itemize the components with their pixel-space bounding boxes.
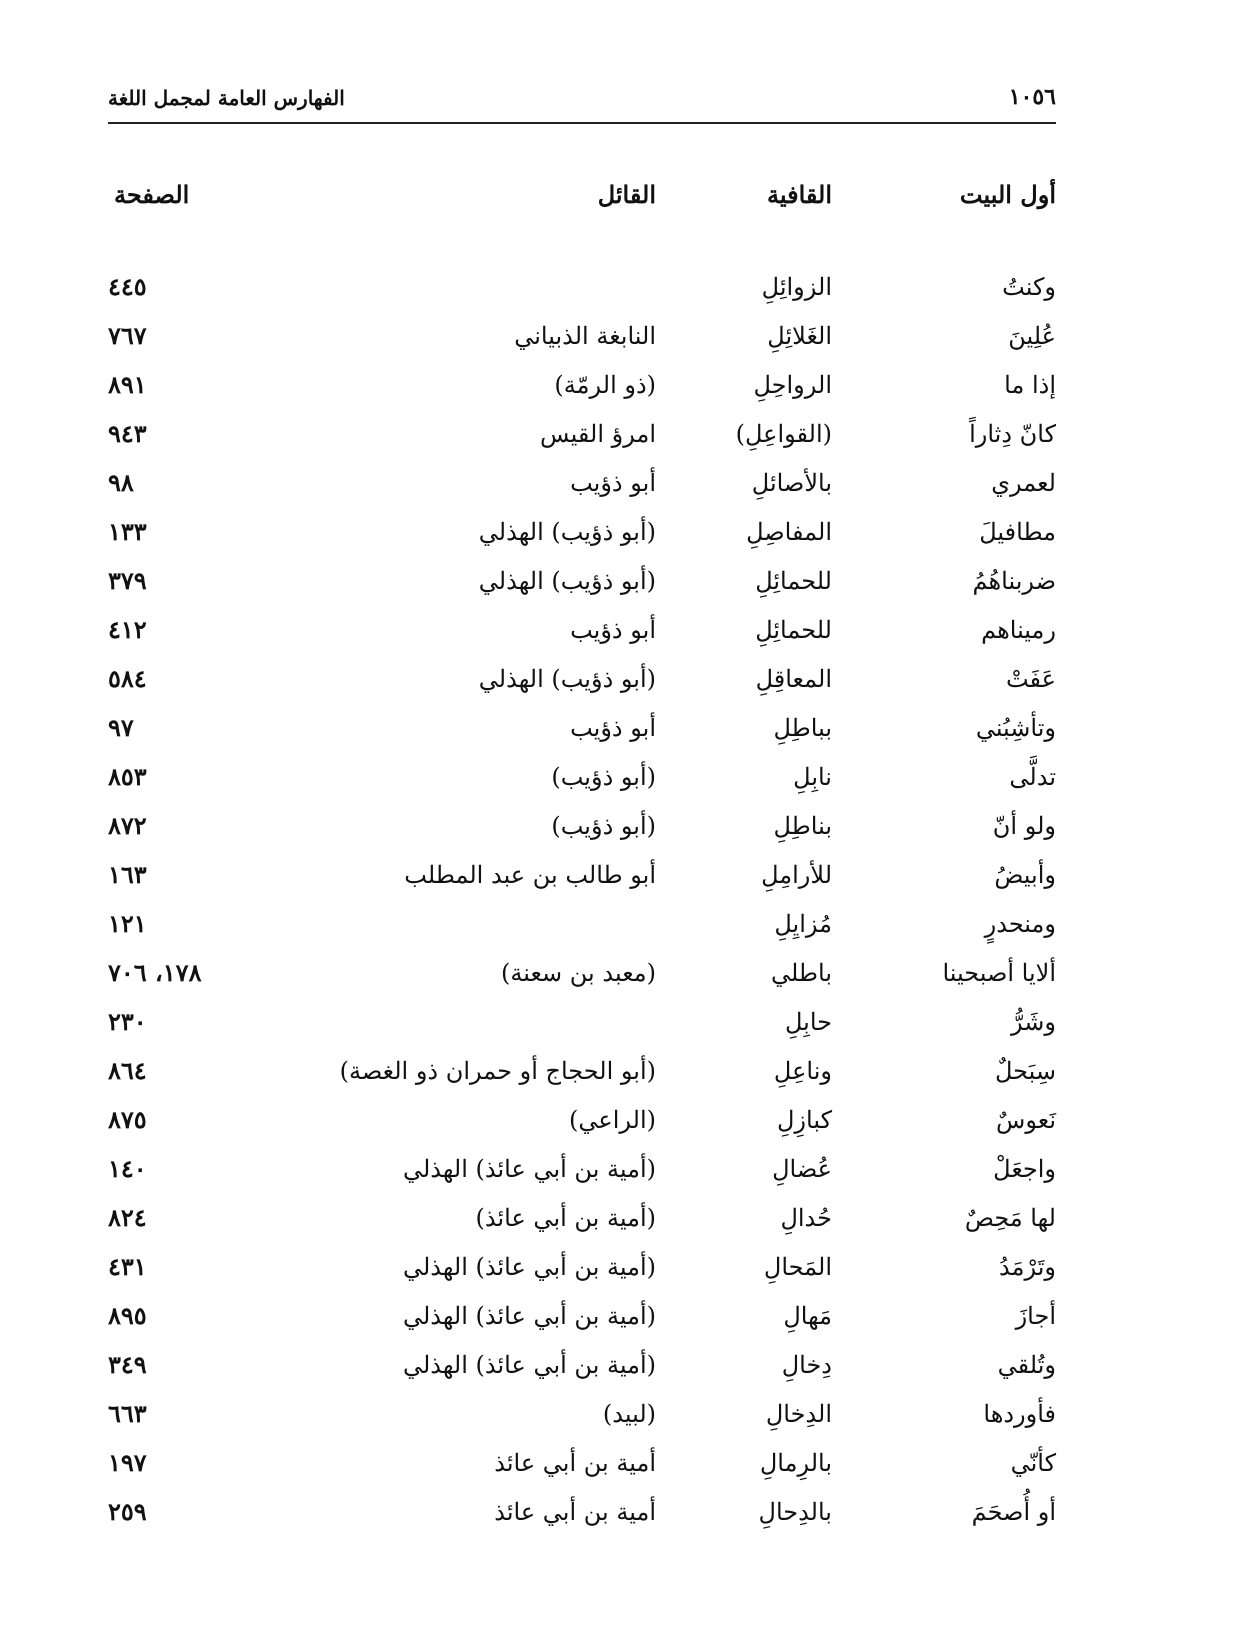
cell-page: ٩٨: [108, 468, 134, 497]
cell-speaker: (أبو ذؤيب): [551, 812, 656, 840]
cell-rhyme: للحمائِلِ: [755, 616, 832, 644]
cell-speaker: (أمية بن أبي عائذ) الهذلي: [402, 1155, 656, 1183]
cell-speaker: (معبد بن سعنة): [500, 959, 656, 987]
cell-rhyme: بباطِلِ: [773, 714, 832, 742]
cell-first-word: عُلِينَ: [1008, 322, 1056, 350]
cell-page: ١٧٨، ٧٠٦: [108, 958, 202, 987]
cell-speaker: (الراعي): [569, 1106, 656, 1134]
cell-page: ١٦٣: [108, 860, 147, 889]
cell-page: ٢٥٩: [108, 1497, 147, 1526]
table-row: [108, 1250, 1056, 1299]
cell-page: ٨٦٤: [108, 1056, 147, 1085]
cell-rhyme: الرواحِلِ: [753, 371, 832, 399]
cell-first-word: وأبيضُ: [994, 861, 1056, 889]
cell-first-word: نَعوسٌ: [996, 1106, 1056, 1134]
table-row: [108, 662, 1056, 711]
cell-speaker: (أبو ذؤيب): [551, 763, 656, 791]
cell-rhyme: للحمائِلِ: [755, 567, 832, 595]
cell-rhyme: مُزايِلِ: [774, 910, 832, 938]
cell-page: ١٤٠: [108, 1154, 147, 1183]
cell-first-word: مطافيلَ: [979, 518, 1056, 546]
table-row: [108, 1299, 1056, 1348]
cell-rhyme: كبازِلِ: [776, 1106, 832, 1134]
cell-page: ٣٤٩: [108, 1350, 147, 1379]
cell-page: ٢٣٠: [108, 1007, 147, 1036]
table-row: [108, 319, 1056, 368]
cell-first-word: كانّ دِثاراً: [969, 420, 1056, 448]
cell-first-word: ولو أنّ: [992, 812, 1056, 840]
cell-rhyme: الدِخالِ: [765, 1400, 832, 1428]
cell-speaker: أبو طالب بن عبد المطلب: [404, 861, 656, 889]
cell-page: ٨٧٥: [108, 1105, 147, 1134]
cell-speaker: (أمية بن أبي عائذ): [475, 1204, 656, 1232]
table-row: [108, 1152, 1056, 1201]
cell-rhyme: حابِلِ: [784, 1008, 832, 1036]
cell-rhyme: الزوائِلِ: [761, 273, 832, 301]
cell-rhyme: بالرِمالِ: [759, 1449, 832, 1477]
table-row: [108, 1005, 1056, 1054]
cell-page: ٥٨٤: [108, 664, 147, 693]
cell-speaker: أمية بن أبي عائذ: [494, 1449, 656, 1477]
cell-first-word: واجعَلْ: [993, 1155, 1056, 1183]
cell-first-word: عَفَتْ: [1005, 665, 1056, 693]
cell-page: ١٢١: [108, 909, 147, 938]
cell-page: ٩٧: [108, 713, 134, 742]
table-row: [108, 956, 1056, 1005]
cell-speaker: (أمية بن أبي عائذ) الهذلي: [402, 1351, 656, 1379]
table-row: [108, 1348, 1056, 1397]
cell-first-word: ضربناهُمُ: [972, 567, 1056, 595]
table-row: [108, 907, 1056, 956]
cell-first-word: أو أُصحَمَ: [971, 1498, 1056, 1526]
cell-page: ١٣٣: [108, 517, 147, 546]
cell-first-word: وكنتُ: [1002, 273, 1056, 301]
cell-rhyme: المَحالِ: [763, 1253, 832, 1281]
cell-page: ٨٥٣: [108, 762, 147, 791]
cell-first-word: وتَرْمَدُ: [999, 1253, 1056, 1281]
table-row: [108, 711, 1056, 760]
cell-rhyme: حُدالِ: [780, 1204, 832, 1232]
table-row: [108, 809, 1056, 858]
cell-first-word: سِبَحلٌ: [994, 1057, 1056, 1085]
cell-page: ٨٩٥: [108, 1301, 147, 1330]
cell-page: ٨٩١: [108, 370, 147, 399]
cell-first-word: أجازَ: [1015, 1302, 1056, 1330]
table-row: [108, 613, 1056, 662]
cell-rhyme: (القواعِلِ): [735, 420, 832, 448]
table-row: [108, 1495, 1056, 1544]
cell-rhyme: مَهالِ: [783, 1302, 832, 1330]
cell-first-word: لها مَحِصٌ: [964, 1204, 1056, 1232]
cell-rhyme: دِخالِ: [781, 1351, 832, 1379]
cell-first-word: ألايا أصبحينا: [942, 959, 1056, 987]
cell-speaker: النابغة الذبياني: [514, 322, 656, 350]
cell-rhyme: المفاصِلِ: [746, 518, 832, 546]
cell-first-word: تدلَّى: [1009, 763, 1056, 791]
cell-rhyme: المعاقِلِ: [755, 665, 832, 693]
table-row: [108, 417, 1056, 466]
cell-page: ١٩٧: [108, 1448, 147, 1477]
table-row: [108, 760, 1056, 809]
running-header: [108, 82, 1056, 124]
cell-speaker: امرؤ القيس: [540, 420, 656, 448]
cell-first-word: وتُلقي: [997, 1351, 1056, 1379]
table-row: [108, 858, 1056, 907]
page-number: ١٠٥٦: [1008, 84, 1056, 110]
cell-speaker: (ذو الرمّة): [554, 371, 656, 399]
cell-page: ٩٤٣: [108, 419, 147, 448]
table-row: [108, 1054, 1056, 1103]
table-row: [108, 1103, 1056, 1152]
cell-speaker: (أبو الحجاج أو حمران ذو الغصة): [339, 1057, 656, 1085]
cell-speaker: (أبو ذؤيب) الهذلي: [478, 518, 656, 546]
cell-page: ٨٢٤: [108, 1203, 147, 1232]
cell-page: ٨٧٢: [108, 811, 147, 840]
cell-first-word: وشَرُّ: [1011, 1008, 1056, 1036]
cell-page: ٤٣١: [108, 1252, 147, 1281]
cell-speaker: أبو ذؤيب: [570, 714, 656, 742]
cell-speaker: (أمية بن أبي عائذ) الهذلي: [402, 1302, 656, 1330]
cell-rhyme: باطلي: [770, 959, 832, 987]
table-row: [108, 466, 1056, 515]
cell-first-word: ومنحدرٍ: [984, 910, 1056, 938]
column-header-speaker: القائل: [597, 180, 656, 209]
cell-rhyme: عُضالِ: [772, 1155, 832, 1183]
cell-rhyme: بالأصائلِ: [751, 469, 832, 497]
cell-speaker: (لبيد): [602, 1400, 656, 1428]
cell-rhyme: وناعِلِ: [773, 1057, 832, 1085]
table-row: [108, 270, 1056, 319]
table-header-row: [108, 178, 1056, 270]
table-row: [108, 515, 1056, 564]
poetry-index-table: [108, 178, 1056, 1544]
cell-first-word: رميناهم: [981, 616, 1056, 644]
cell-rhyme: الغَلائِلِ: [767, 322, 832, 350]
cell-speaker: (أبو ذؤيب) الهذلي: [478, 567, 656, 595]
cell-rhyme: للأرامِلِ: [761, 861, 832, 889]
cell-first-word: فأوردها: [983, 1400, 1056, 1428]
table-row: [108, 1201, 1056, 1250]
column-header-first: أول البيت: [959, 180, 1056, 209]
cell-page: ٤٤٥: [108, 272, 147, 301]
cell-speaker: (أمية بن أبي عائذ) الهذلي: [402, 1253, 656, 1281]
cell-rhyme: بالدِحالِ: [758, 1498, 832, 1526]
table-row: [108, 1397, 1056, 1446]
cell-speaker: أبو ذؤيب: [570, 469, 656, 497]
cell-first-word: وتأشِبُني: [975, 714, 1056, 742]
table-row: [108, 368, 1056, 417]
cell-speaker: أمية بن أبي عائذ: [494, 1498, 656, 1526]
cell-first-word: لعمري: [991, 469, 1056, 497]
header-title: الفهارس العامة لمجمل اللغة: [108, 86, 345, 110]
cell-page: ٧٦٧: [108, 321, 147, 350]
column-header-rhyme: القافية: [766, 180, 832, 209]
cell-first-word: كأنّي: [1010, 1449, 1056, 1477]
cell-first-word: إذا ما: [1004, 371, 1056, 399]
table-row: [108, 564, 1056, 613]
cell-speaker: (أبو ذؤيب) الهذلي: [478, 665, 656, 693]
cell-rhyme: نابِلِ: [793, 763, 832, 791]
cell-page: ٣٧٩: [108, 566, 147, 595]
cell-rhyme: بناطِلِ: [773, 812, 832, 840]
column-header-page: الصفحة: [114, 180, 190, 209]
cell-speaker: أبو ذؤيب: [570, 616, 656, 644]
cell-page: ٤١٢: [108, 615, 147, 644]
cell-page: ٦٦٣: [108, 1399, 147, 1428]
table-row: [108, 1446, 1056, 1495]
